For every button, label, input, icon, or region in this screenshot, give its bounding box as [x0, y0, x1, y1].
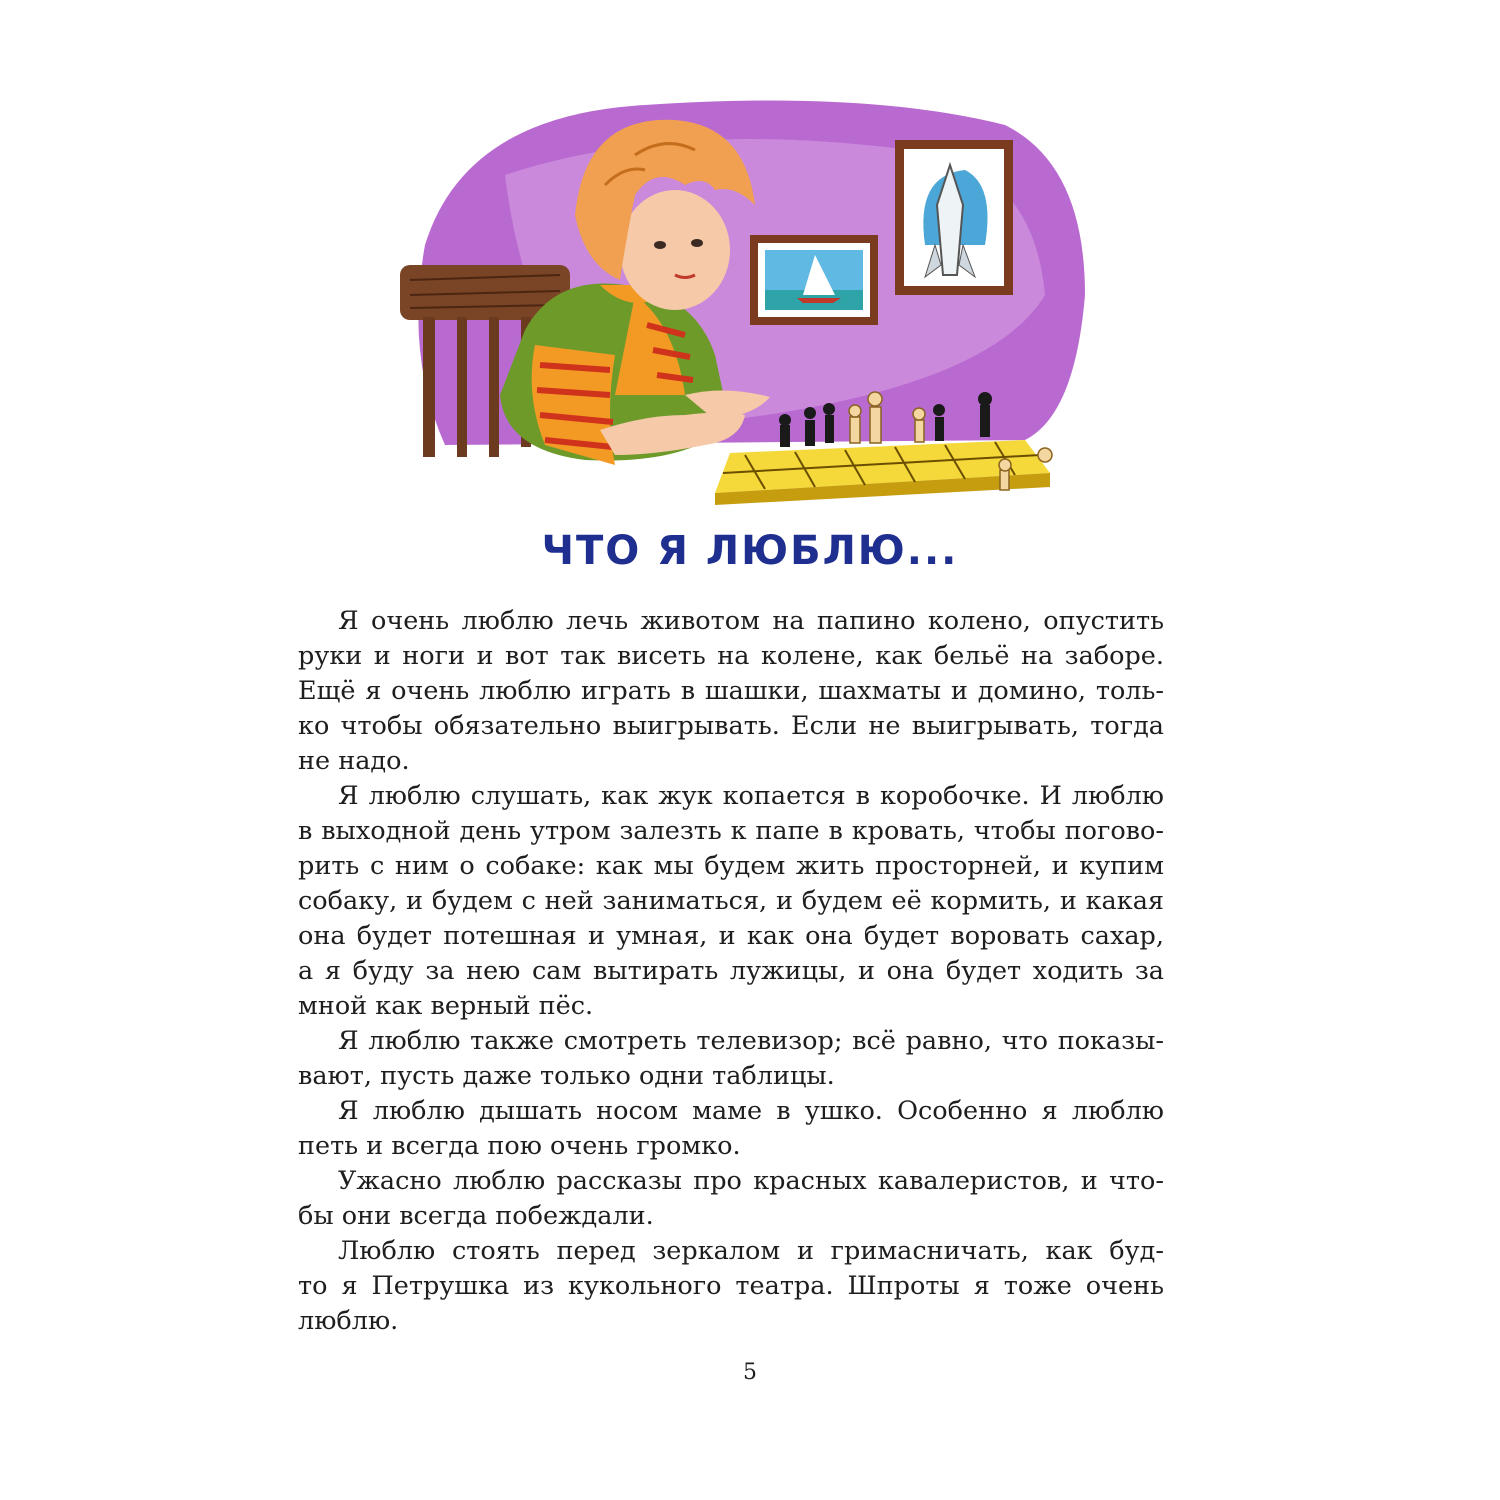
text-line: рить с ним о собаке: как мы будем жить просторней, и купим [298, 851, 1164, 881]
text-line: ко чтобы обязательно выигрывать. Если не выигрывать, тогда [298, 711, 1164, 741]
rocket-picture-icon [895, 140, 1013, 295]
text-line: Я люблю слушать, как жук копается в коробочке. И люблю [338, 781, 1164, 811]
text-line: мной как верный пёс. [298, 991, 594, 1021]
page-title: ЧТО Я ЛЮБЛЮ... [541, 528, 959, 574]
text-line: в выходной день утром залезть к папе в кровать, чтобы погово- [298, 816, 1164, 846]
text-line: вают, пусть даже только одни таблицы. [298, 1061, 835, 1091]
text-line: люблю. [298, 1306, 399, 1336]
text-line: а я буду за нею сам вытирать лужицы, и она будет ходить за [298, 956, 1164, 986]
text-line: Ужасно люблю рассказы про красных кавалеристов, и что- [338, 1166, 1164, 1196]
text-line: то я Петрушка из кукольного театра. Шпроты я тоже очень [298, 1271, 1164, 1301]
story-text [298, 604, 1164, 1339]
text-line: Я люблю дышать носом маме в ушко. Особенно я люблю [338, 1096, 1164, 1126]
text-line: собаку, и будем с ней заниматься, и будем её кормить, и какая [298, 886, 1164, 916]
boy-chess-illustration [385, 95, 1105, 505]
text-line: петь и всегда пою очень громко. [298, 1131, 741, 1161]
sailboat-picture-icon [750, 235, 878, 325]
text-line: она будет потешная и умная, и как она будет воровать сахар, [298, 921, 1164, 951]
boy-face [620, 190, 730, 310]
text-line: не надо. [298, 746, 410, 776]
text-line: Ещё я очень люблю играть в шашки, шахматы и домино, толь- [298, 676, 1164, 706]
text-line: Люблю стоять перед зеркалом и гримасничать, как буд- [338, 1236, 1164, 1266]
page-number: 5 [743, 1360, 757, 1385]
text-line: руки и ноги и вот так висеть на колене, как бельё на заборе. [298, 641, 1164, 671]
text-line: Я люблю также смотреть телевизор; всё равно, что показы- [338, 1026, 1164, 1056]
text-line: бы они всегда побеждали. [298, 1201, 654, 1231]
text-line: Я очень люблю лечь животом на папино колено, опустить [338, 606, 1164, 636]
